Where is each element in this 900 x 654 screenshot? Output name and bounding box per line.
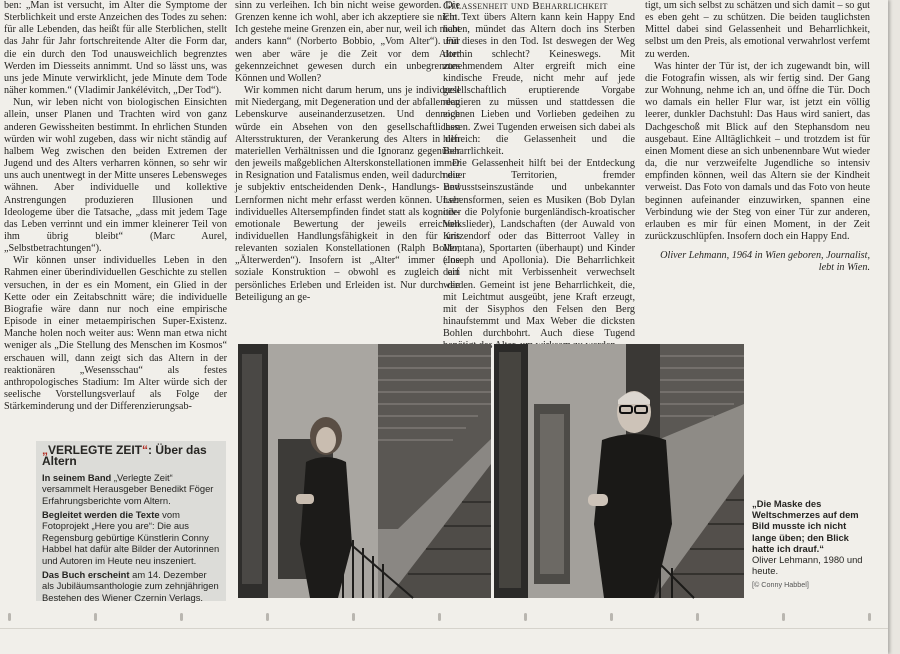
book-info-box (36, 441, 226, 601)
photo-1980 (238, 344, 491, 598)
perforation-hole (782, 613, 785, 621)
paragraph: ben: „Man ist versucht, im Alter die Symptome der Sterblichkeit und erste Anzeichen des Todes zu sehen: für alle Lebenden, das heißt für alle Sterblichen, stellt das Jahr für Jahr fortschreitende Alter die Form dar, die ein durch den Tod unausweichlich begrenztes Werden im Diesseits annimmt. Und so lässt uns, was uns jede Minute verwirklicht, jede Minute dem Tode näher kommen.“ (Vladimir Jankélévitch, „Der Tod“). (4, 0, 227, 97)
paragraph: Die Gelassenheit hilft bei der Entdeckung neuer Territorien, fremder Bewusstseinszustände und unbekannter Lebensformen, seien es Musiken (Bob Dylan oder die Polyfonie burgenländisch-kroatischer Volkslieder), Landschaften (der Auwald von Kritzendorf oder das Bitterroot Valley in Montana), Sportarten (überhaupt) und Kinder (Joseph und Apollonia). Die Beharrlichkeit darf nicht mit Verbissenheit verwechselt werden. Gemeint ist jene Beharrlichkeit, die, mit Leichtmut ausgeübt, jene Kraft erzeugt, mit der Sisyphos den Felsen den Berg hinaufstemmt und Max Weber die dicksten Bohlen durchbohrt. Auch diese Tugend (443, 158, 635, 340)
article-column-2 (235, 0, 460, 330)
perforation-hole (180, 613, 183, 621)
paragraph: tigt, um sich selbst zu schätzen und sich damit – so gut es eben geht – zu schützen. Die beiden tauglichsten Mittel dabei sind Gelassenheit und Beharrlichkeit, selbst um den Preis, als emotional verwahrlost verfemt zu werden. (645, 0, 870, 60)
article-column-1 (4, 0, 227, 437)
section-subheading: Gelassenheit und Beharrlichkeit (443, 0, 608, 12)
page-fold-line (0, 628, 888, 629)
paragraph: Was hinter der Tür ist, der ich zugewandt bin, will die Fotografin wissen, als wir fertig sind. Der Gang zur Wohnung, nehme ich an, und öffne die Tür. Doch wo damals ein heller Flur war, ist jetzt ein völlig leerer, dunkler Dachstuhl: Das Haus wird saniert, das Dachgeschoß mit Blick auf den Stephansdom neu ausgebaut. Eine Alltäglichkeit – und trotzdem ist für einen Moment diese an sich unbenennbare Wut wieder da, die nur verzweifelte Jugendliche so intensiv empfinden können, weil das Altern sie der Kindheit verweist. Das Foto von damals und das Foto von heute beginnen aufeinander einzuwirken, spannen eine Verbindung wie der Steg von einer Tür zur anderen, erlauben es mir für einen Moment, in der Zeit zurückzuschlüpfen. Insofern doch ein Happy End. (645, 60, 870, 242)
paragraph: Wir können unser individuelles Leben in den Rahmen einer überindividuellen Geschichte zu stellen versuchen, in der es ein Moment, ein Glied in der Kette oder ein Zeitabschnitt wäre; die individuelle Biografie wäre dann nur noch eine empirische Episode in einer metaempirischen Super-Existenz. Manche holen noch weiter aus: Wenn man etwa nicht weniger als „Die Stellung des Menschen im Kosmos“ erschauen will, dann zeigt sich das Altern in der reaktionären „Wesensschau“ als festes anthropologisches Stadium: Im Alter würde sich der seelische Vorstellungsverlauf als Folge der Stärkeminderung und der Differenzierungsab- (4, 255, 227, 413)
info-paragraph: In seinem Band „Verlegte Zeit“ versammelt Herausgeber Benedikt Föger Erfahrungsberichte vom Altern. (42, 471, 214, 506)
perforation-hole (696, 613, 699, 621)
info-box-title: „VERLEGTE ZEIT“: Über das Altern (42, 443, 207, 469)
perforation-row (0, 613, 888, 625)
perforation-hole (352, 613, 355, 621)
caption-subject: Oliver Lehmann, 1980 und heute. (752, 554, 863, 577)
perforation-hole (438, 613, 441, 621)
caption-quote: „Die Maske des Weltschmerzes auf dem Bild musste ich nicht lange üben; den Blick hatte ich drauf.“ (752, 498, 859, 554)
perforation-hole (8, 613, 11, 621)
paragraph: Nun, wir leben nicht von biologischen Einsichten allein, unser Planen und Trachten wird von ganz anderen Gewissheiten bestimmt. In ehrlichen Stunden würden wir wohl zugeben, dass wir nicht ständig auf halbem Weg zwischen den beiden Extremen der Jugend und des Alters verharren können, so sehr wir uns auch unentwegt in der Mitte unseres Lebensweges wähnen. Aber individuelle und kollektive Anstrengungen produzieren Illusionen und Ideologeme über die Tatsache, „dass mit jedem Tage das Leben verrinnt und ein immer kleinerer Teil von ihm übrig bleibt“ (Marc Aurel, „Selbstbetrachtungen“). (4, 97, 227, 255)
photo-credit: [© Conny Habbel] (752, 580, 809, 590)
info-paragraph: Das Buch erscheint am 14. Dezember als Jubiläumsanthologie zum zehnjährigen Bestehen des Wiener Czernin Verlags. (42, 569, 219, 603)
article-column-3 (443, 0, 635, 340)
photo-1980-image (238, 344, 491, 598)
perforation-hole (94, 613, 97, 621)
article-column-4 (645, 0, 870, 330)
photo-today-image (494, 344, 744, 598)
author-byline: Oliver Lehmann, 1964 in Wien geboren, Journalist, lebt in Wien. (660, 250, 870, 274)
perforation-hole (524, 613, 527, 621)
perforation-hole (868, 613, 871, 621)
paragraph: Ein Text übers Altern kann kein Happy End haben, mündet das Altern doch ins Sterben und dieses in den Tod. Ist deswegen der Weg dorthin schlecht? Keineswegs. Mit zunehmendem Alter ergreift mich eine kindische Freude, nicht mehr auf jede gesellschaftlich eruptierende Vorgabe reagieren zu müssen und stattdessen die eigenen Lieben und Vorlieben gedeihen zu lassen. Zwei Tugenden erweisen sich dabei als hilfreich: die Gelassenheit und die Beharrlichkeit. (443, 12, 635, 157)
perforation-hole (610, 613, 613, 621)
paragraph: sinn zu verleihen. Ich bin nicht weise geworden. Die Grenzen kenne ich wohl, aber ich akzeptiere sie nicht. Ich gestehe meine Grenzen ein, aber nur, weil ich nicht anders kann“ (Norberto Bobbio, „Vom Alter“). Für wen aber wäre je die Zeit vor dem Alter gekennzeichnet gewesen durch ein unbegrenztes Können und Wollen? (235, 0, 460, 84)
info-paragraph: Begleitet werden die Texte vom Fotoprojekt „Here you are“: Die aus Regensburg gebürtige Künstlerin Conny Habbel hat dafür alte Bilder der Autorinnen und Autoren im Heute neu inszeniert. (42, 509, 220, 566)
photo-today (494, 344, 744, 598)
photo-caption (752, 498, 870, 591)
perforation-hole (266, 613, 269, 621)
paragraph: Wir kommen nicht darum herum, uns je individuell mit Niedergang, mit Degeneration und der abfallenden Lebenskurve auseinanderzusetzen. Und dennoch würde ein Absehen von den gesellschaftlichen Altersstrukturen, der Verankerung des Alters in den materiellen Verhältnissen und die Ignoranz gegenüber den jeweils maßgeblichen Alterskonstellationen immer in Resignation und Fatalismus enden, weil dadurch die je subjektiv entscheidenden Denk-, Handlungs- und Lernformen nicht mehr erfasst werden können. Unser individuelles Altersempfinden findet statt als kognitiv-emotionale Bewertung der jeweils erreichten individuellen Handlungsfähigkeit in den für uns relevanten sozialen Konstellationen (Ralph Boller, „Älterwerden“). Insofern ist „Alter“ immer eine soziale Konstruktion – obwohl es zugleich ein persönliches Erleben und Erleiden ist. Nur durch die Beteiligung an ge- (235, 85, 460, 303)
